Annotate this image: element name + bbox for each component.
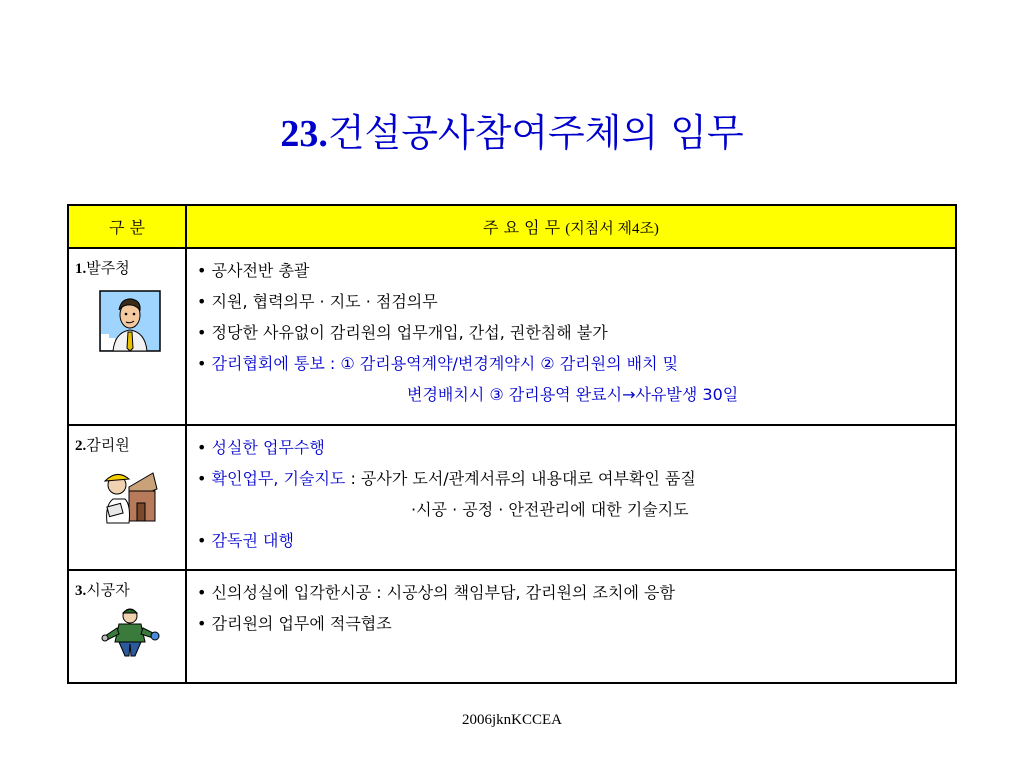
row-number: 3. <box>75 582 87 599</box>
row-label: 발주청 <box>86 259 130 278</box>
duty-line: • 감리협회에 통보 : ① 감리용역계약/변경계약시 ② 감리원의 배치 및 <box>197 354 679 374</box>
table-row <box>68 570 956 683</box>
row-number: 1. <box>75 261 87 278</box>
title-number: 23. <box>280 113 328 155</box>
inspector-clipart-icon <box>99 465 159 525</box>
row-label: 시공자 <box>86 580 130 599</box>
duty-line: • 신의성실에 입각한시공 : 시공상의 책임부담, 감리원의 조치에 응함 <box>197 582 675 602</box>
duty-line: • 확인업무, 기술지도 : 공사가 도서/관계서류의 내용대로 여부확인 품질 <box>197 469 696 489</box>
duty-line: 변경배치시 ③ 감리용역 완료시→사유발생 30일 <box>407 385 739 405</box>
row-category <box>68 248 186 425</box>
header-category: 구 분 <box>68 205 186 248</box>
row-label: 감리원 <box>86 436 130 455</box>
row-duties <box>186 425 956 569</box>
duty-table <box>67 204 957 684</box>
businessman-clipart-icon <box>99 290 161 352</box>
duty-line: • 감리원의 업무에 적극협조 <box>197 613 392 633</box>
duty-line: • 지원, 협력의무 · 지도 · 점검의무 <box>197 292 438 312</box>
row-duties <box>186 570 956 683</box>
footer-credit: 2006jknKCCEA <box>461 712 562 728</box>
table-header-row <box>68 205 956 248</box>
row-category <box>68 570 186 683</box>
worker-clipart-icon <box>99 606 161 658</box>
duty-line: • 성실한 업무수행 <box>197 438 325 458</box>
table-row <box>68 425 956 569</box>
row-number: 2. <box>75 438 87 455</box>
row-duties <box>186 248 956 425</box>
duty-line: • 감독권 대행 <box>197 531 294 551</box>
duty-line: • 공사전반 총괄 <box>197 261 310 281</box>
table-row <box>68 248 956 425</box>
header-duty-label: 주 요 임 무 <box>483 218 561 238</box>
duty-line: ·시공 · 공정 · 안전관리에 대한 기술지도 <box>411 500 689 520</box>
page-title <box>0 108 1024 159</box>
header-duty <box>186 205 956 248</box>
duty-line: • 정당한 사유없이 감리원의 업무개입, 간섭, 권한침해 불가 <box>197 323 608 343</box>
header-duty-note: (지침서 제4조) <box>565 221 659 238</box>
title-text: 건설공사참여주체의 임무 <box>327 111 744 155</box>
row-category <box>68 425 186 569</box>
